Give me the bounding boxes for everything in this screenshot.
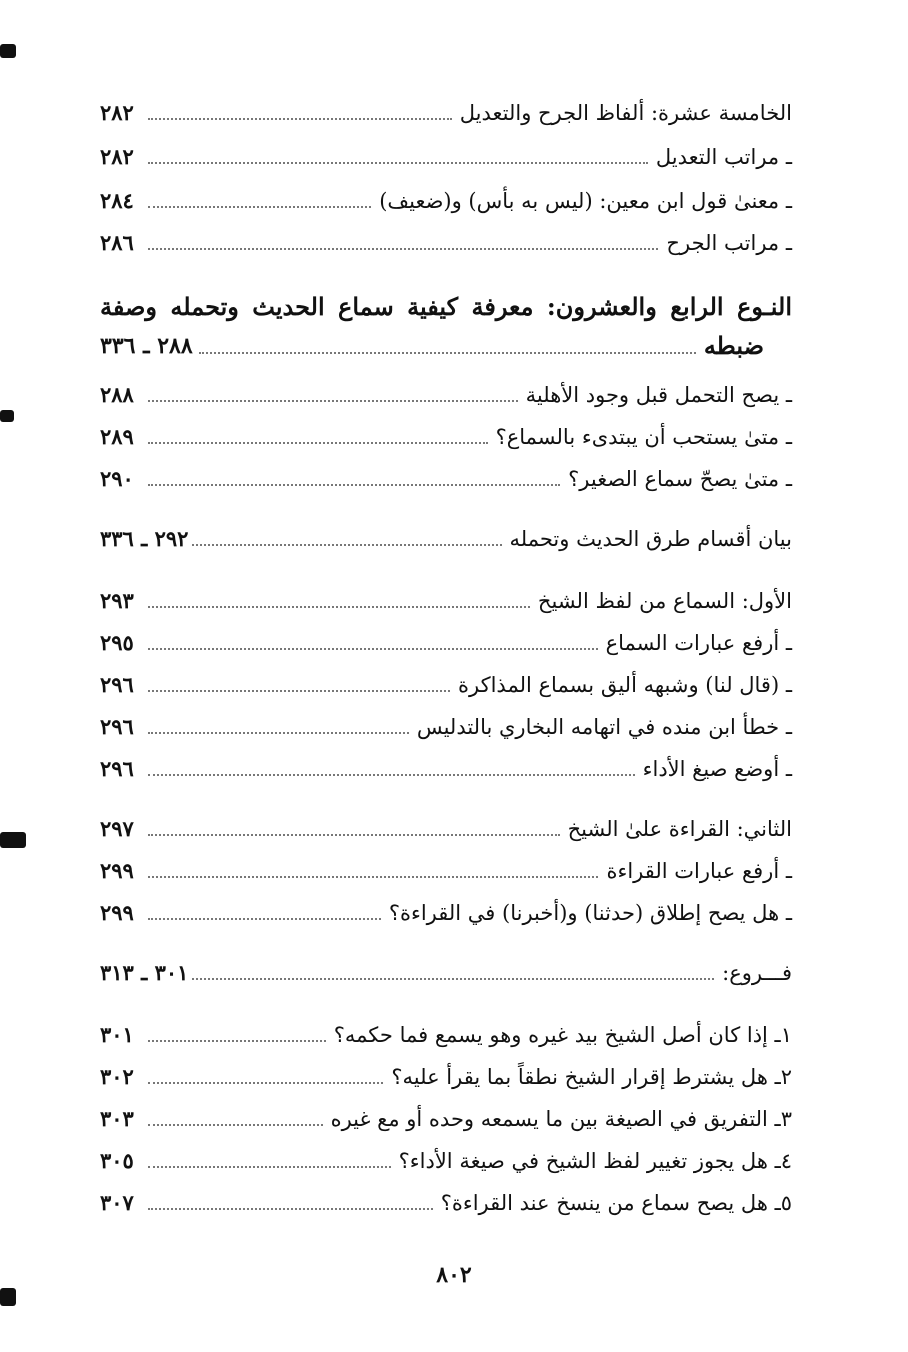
entry-page: ٢٩٠ xyxy=(100,466,134,491)
entry-page: ٢٨٦ xyxy=(100,230,134,255)
leader-dots xyxy=(148,690,450,692)
toc-entry xyxy=(100,814,792,844)
toc-entry xyxy=(100,1146,792,1176)
toc-entry xyxy=(100,586,792,616)
leader-dots xyxy=(199,352,696,354)
toc-entry-furu xyxy=(100,958,792,988)
entry-page: ٢٨٩ xyxy=(100,424,134,449)
leader-dots xyxy=(148,1040,326,1042)
leader-dots xyxy=(148,162,648,164)
entry-page: ٢٨٤ xyxy=(100,188,134,213)
entry-page: ٢٩٦ xyxy=(100,756,134,781)
toc-entry xyxy=(100,142,792,172)
leader-dots xyxy=(148,918,381,920)
heading-line-2 xyxy=(100,330,792,362)
scan-mark xyxy=(0,1288,16,1306)
entry-title: ـ أرفع عبارات القراءة xyxy=(606,859,792,883)
entry-title: ـ يصح التحمل قبل وجود الأهلية xyxy=(525,383,792,407)
entry-page: ٢٨٢ xyxy=(100,100,134,125)
toc-entry xyxy=(100,628,792,658)
leader-dots xyxy=(192,978,714,980)
entry-title: ـ (قال لنا) وشبهه أليق بسماع المذاكرة xyxy=(458,673,792,697)
entry-page: ٢٨٢ xyxy=(100,144,134,169)
toc-entry xyxy=(100,98,792,128)
scan-mark xyxy=(0,832,26,848)
entry-title: بيان أقسام طرق الحديث وتحمله xyxy=(509,527,792,551)
toc-entry xyxy=(100,754,792,784)
entry-title: ـ خطأ ابن منده في اتهامه البخاري بالتدليس xyxy=(416,715,792,739)
leader-dots xyxy=(192,544,501,546)
leader-dots xyxy=(148,248,658,250)
toc-entry xyxy=(100,1188,792,1218)
toc-entry xyxy=(100,422,792,452)
leader-dots xyxy=(148,876,598,878)
entry-page: ٢٩٩ xyxy=(100,858,134,883)
leader-dots xyxy=(148,1208,433,1210)
entry-page: ٣٠١ xyxy=(100,1022,134,1047)
leader-dots xyxy=(148,1082,383,1084)
leader-dots xyxy=(148,606,530,608)
entry-page: ٣٠٣ xyxy=(100,1106,134,1131)
toc-entry xyxy=(100,186,792,216)
toc-entry xyxy=(100,1104,792,1134)
entry-title: ٢ـ هل يشترط إقرار الشيخ نطقاً بما يقرأ عليه؟ xyxy=(391,1065,792,1089)
leader-dots xyxy=(148,484,560,486)
leader-dots xyxy=(148,1124,323,1126)
toc-entry xyxy=(100,898,792,928)
entry-title: ـ أرفع عبارات السماع xyxy=(605,631,792,655)
entry-title: ـ مراتب التعديل xyxy=(655,145,792,169)
toc-entry xyxy=(100,1062,792,1092)
toc-entry xyxy=(100,712,792,742)
leader-dots xyxy=(148,834,560,836)
entry-page: ٢٩٢ ـ ٣٣٦ xyxy=(100,526,189,551)
heading-line-1: النـوع الرابع والعشرون: معرفة كيفية سماع الحديث وتحمله وصفة xyxy=(100,292,792,321)
entry-title: الخامسة عشرة: ألفاظ الجرح والتعديل xyxy=(459,101,792,125)
heading-pages: ٢٨٨ ـ ٣٣٦ xyxy=(100,333,193,359)
toc-entry xyxy=(100,670,792,700)
leader-dots xyxy=(148,442,488,444)
toc-entry xyxy=(100,464,792,494)
heading-line-2-text: ضبطه xyxy=(703,331,764,360)
leader-dots xyxy=(148,732,409,734)
section-heading xyxy=(100,290,792,362)
entry-title: ـ متىٰ يصحّ سماع الصغير؟ xyxy=(568,467,792,491)
entry-page: ٣٠٧ xyxy=(100,1190,134,1215)
entry-page: ٢٩٣ xyxy=(100,588,134,613)
entry-page: ٢٩٧ xyxy=(100,816,134,841)
entry-page: ٣٠١ ـ ٣١٣ xyxy=(100,960,189,985)
entry-page: ٢٩٥ xyxy=(100,630,134,655)
leader-dots xyxy=(148,774,635,776)
entry-title: ١ـ إذا كان أصل الشيخ بيد غيره وهو يسمع فما حكمه؟ xyxy=(333,1023,792,1047)
entry-title: ـ معنىٰ قول ابن معين: (ليس به بأس) و(ضعيف) xyxy=(379,189,792,213)
entry-title: الأول: السماع من لفظ الشيخ xyxy=(537,589,792,613)
entry-page: ٢٩٦ xyxy=(100,672,134,697)
scan-mark xyxy=(0,44,16,58)
entry-title: ـ مراتب الجرح xyxy=(666,231,792,255)
entry-title: ٤ـ هل يجوز تغيير لفظ الشيخ في صيغة الأداء؟ xyxy=(398,1149,792,1173)
entry-page: ٣٠٢ xyxy=(100,1064,134,1089)
toc-entry xyxy=(100,856,792,886)
entry-title: ـ هل يصح إطلاق (حدثنا) و(أخبرنا) في القراءة؟ xyxy=(388,901,792,925)
toc-entry xyxy=(100,228,792,258)
leader-dots xyxy=(148,400,518,402)
entry-page: ٢٩٦ xyxy=(100,714,134,739)
entry-page: ٣٠٥ xyxy=(100,1148,134,1173)
leader-dots xyxy=(148,206,371,208)
entry-title: ـ متىٰ يستحب أن يبتدىء بالسماع؟ xyxy=(495,425,792,449)
entry-title: ٥ـ هل يصح سماع من ينسخ عند القراءة؟ xyxy=(440,1191,792,1215)
page-number: ٨٠٢ xyxy=(436,1262,472,1288)
entry-title: ـ أوضع صيغ الأداء xyxy=(642,757,792,781)
entry-title: الثاني: القراءة علىٰ الشيخ xyxy=(567,817,792,841)
toc-entry xyxy=(100,380,792,410)
entry-title: ٣ـ التفريق في الصيغة بين ما يسمعه وحده أو مع غيره xyxy=(330,1107,792,1131)
entry-title: فـــروع: xyxy=(722,961,792,985)
entry-page: ٢٩٩ xyxy=(100,900,134,925)
leader-dots xyxy=(148,118,452,120)
leader-dots xyxy=(148,648,598,650)
toc-entry-bayan xyxy=(100,524,792,554)
leader-dots xyxy=(148,1166,391,1168)
entry-page: ٢٨٨ xyxy=(100,382,134,407)
toc-entry xyxy=(100,1020,792,1050)
scan-mark xyxy=(0,410,14,422)
